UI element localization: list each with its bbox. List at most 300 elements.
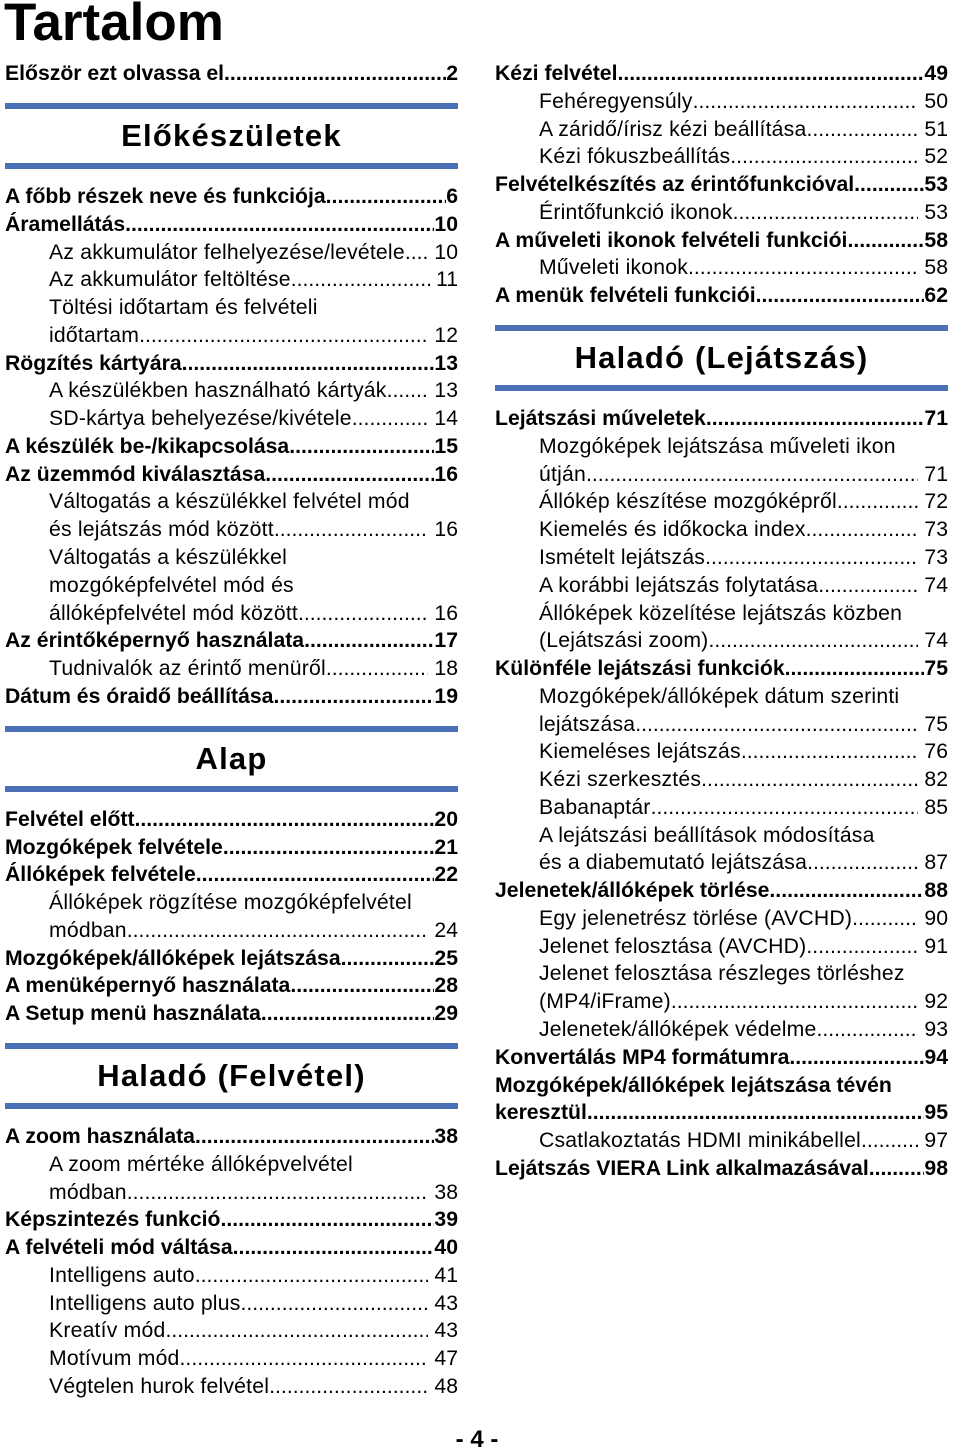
- toc-page-number[interactable]: 12: [434, 323, 458, 347]
- toc-page-number[interactable]: 16: [434, 601, 458, 625]
- toc-entry-line[interactable]: [495, 461, 948, 489]
- toc-entry-line[interactable]: [495, 988, 948, 1016]
- toc-entry-line[interactable]: [5, 350, 458, 378]
- toc-chapter-entry[interactable]: [5, 433, 458, 461]
- toc-leader-dots[interactable]: [291, 266, 430, 294]
- toc-subentry[interactable]: [5, 1345, 458, 1373]
- toc-entry-text[interactable]: állóképfelvétel mód között: [49, 601, 298, 625]
- toc-subentry[interactable]: [495, 822, 948, 878]
- toc-entry-text[interactable]: útján: [539, 462, 586, 486]
- toc-leader-dots[interactable]: [730, 143, 918, 171]
- toc-leader-dots[interactable]: [701, 766, 918, 794]
- toc-entry-line[interactable]: [495, 199, 948, 227]
- toc-entry-text[interactable]: A menüképernyő használata: [5, 974, 291, 998]
- toc-entry-line[interactable]: [5, 266, 458, 294]
- toc-page-number[interactable]: 92: [924, 990, 948, 1014]
- toc-entry-text[interactable]: Csatlakoztatás HDMI minikábellel: [539, 1129, 861, 1153]
- toc-leader-dots[interactable]: [233, 1234, 435, 1262]
- toc-entry-text[interactable]: A Setup menü használata: [5, 1002, 261, 1026]
- toc-subentry[interactable]: [5, 377, 458, 405]
- toc-page-number[interactable]: 10: [434, 212, 458, 236]
- toc-entry-line[interactable]: [5, 1123, 458, 1151]
- toc-entry-text[interactable]: időtartam: [49, 323, 140, 347]
- toc-leader-dots[interactable]: [854, 171, 924, 199]
- toc-page-number[interactable]: 43: [434, 1291, 458, 1315]
- toc-page-number[interactable]: 97: [924, 1129, 948, 1153]
- toc-subentry[interactable]: [495, 766, 948, 794]
- toc-entry-line[interactable]: [495, 433, 948, 461]
- toc-page-number[interactable]: 87: [924, 851, 948, 875]
- toc-entry-line[interactable]: [495, 88, 948, 116]
- toc-page-number[interactable]: 53: [924, 200, 948, 224]
- toc-entry-text[interactable]: A zoom használata: [5, 1125, 195, 1149]
- toc-entry-line[interactable]: [495, 254, 948, 282]
- toc-entry-line[interactable]: [495, 544, 948, 572]
- toc-entry-text[interactable]: Töltési időtartam és felvételi: [49, 296, 318, 320]
- toc-entry-line[interactable]: [5, 945, 458, 973]
- toc-leader-dots[interactable]: [705, 544, 918, 572]
- toc-subentry[interactable]: [495, 488, 948, 516]
- toc-leader-dots[interactable]: [869, 1155, 925, 1183]
- toc-entry-text[interactable]: Érintőfunkció ikonok: [539, 200, 733, 224]
- toc-entry-text[interactable]: Jelenetek/állóképek védelme: [539, 1018, 817, 1042]
- toc-entry-line[interactable]: [495, 683, 948, 711]
- toc-subentry[interactable]: [495, 600, 948, 656]
- toc-entry-text[interactable]: mozgóképfelvétel mód és: [49, 573, 294, 597]
- toc-entry-text[interactable]: Kiemelés és időkocka index: [539, 518, 806, 542]
- toc-page-number[interactable]: 90: [924, 906, 948, 930]
- toc-leader-dots[interactable]: [587, 1099, 925, 1127]
- toc-subentry[interactable]: [495, 116, 948, 144]
- toc-leader-dots[interactable]: [769, 877, 924, 905]
- toc-leader-dots[interactable]: [289, 433, 434, 461]
- toc-entry-text[interactable]: Tudnivalók az érintő menüről: [49, 657, 326, 681]
- toc-entry-text[interactable]: Az üzemmód kiválasztása: [5, 462, 266, 486]
- toc-entry-text[interactable]: Babanaptár: [539, 795, 651, 819]
- toc-entry-text[interactable]: Jelenet felosztása (AVCHD): [539, 934, 807, 958]
- toc-entry-text[interactable]: Motívum mód: [49, 1347, 180, 1371]
- toc-entry-text[interactable]: A készülék be-/kikapcsolása: [5, 434, 290, 458]
- toc-page-number[interactable]: 71: [924, 407, 948, 431]
- toc-leader-dots[interactable]: [785, 655, 925, 683]
- toc-entry-text[interactable]: Jelenet felosztása részleges törléshez: [539, 962, 905, 986]
- toc-entry-text[interactable]: A műveleti ikonok felvételi funkciói: [495, 228, 848, 252]
- toc-chapter-entry[interactable]: [495, 877, 948, 905]
- toc-chapter-entry[interactable]: [5, 945, 458, 973]
- toc-leader-dots[interactable]: [326, 183, 447, 211]
- toc-entry-text[interactable]: Az akkumulátor feltöltése: [49, 268, 291, 292]
- toc-subentry[interactable]: [495, 738, 948, 766]
- toc-subentry[interactable]: [5, 488, 458, 544]
- toc-leader-dots[interactable]: [818, 572, 918, 600]
- toc-subentry[interactable]: [495, 254, 948, 282]
- toc-leader-dots[interactable]: [274, 516, 429, 544]
- toc-page-number[interactable]: 13: [434, 351, 458, 375]
- toc-subentry[interactable]: [5, 266, 458, 294]
- toc-entry-text[interactable]: Mozgóképek lejátszása műveleti ikon: [539, 434, 896, 458]
- toc-entry-line[interactable]: [495, 116, 948, 144]
- toc-entry-line[interactable]: [5, 917, 458, 945]
- toc-entry-line[interactable]: [5, 572, 458, 600]
- toc-leader-dots[interactable]: [847, 227, 924, 255]
- toc-leader-dots[interactable]: [127, 1179, 429, 1207]
- toc-chapter-entry[interactable]: [5, 350, 458, 378]
- toc-entry-text[interactable]: Végtelen hurok felvétel: [49, 1374, 270, 1398]
- toc-entry-line[interactable]: [5, 655, 458, 683]
- toc-entry-text[interactable]: Jelenetek/állóképek törlése: [495, 879, 770, 903]
- toc-leader-dots[interactable]: [816, 1016, 918, 1044]
- toc-entry-text[interactable]: A készülékben használható kártyák: [49, 379, 387, 403]
- toc-entry-text[interactable]: Mozgóképek felvétele: [5, 835, 223, 859]
- toc-entry-text[interactable]: Először ezt olvassa el: [5, 62, 225, 86]
- toc-entry-line[interactable]: [495, 794, 948, 822]
- toc-entry-text[interactable]: Kézi fókuszbeállítás: [539, 145, 731, 169]
- toc-page-number[interactable]: 74: [924, 573, 948, 597]
- toc-chapter-entry[interactable]: [495, 171, 948, 199]
- toc-entry-line[interactable]: [5, 461, 458, 489]
- toc-chapter-entry[interactable]: [495, 227, 948, 255]
- toc-page-number[interactable]: 52: [924, 145, 948, 169]
- toc-page-number[interactable]: 82: [924, 768, 948, 792]
- toc-leader-dots[interactable]: [261, 1000, 435, 1028]
- toc-leader-dots[interactable]: [240, 1290, 428, 1318]
- toc-leader-dots[interactable]: [806, 933, 918, 961]
- toc-subentry[interactable]: [5, 405, 458, 433]
- toc-page-number[interactable]: 85: [924, 795, 948, 819]
- toc-subentry[interactable]: [5, 239, 458, 267]
- toc-leader-dots[interactable]: [387, 377, 429, 405]
- toc-entry-text[interactable]: Lejátszás VIERA Link alkalmazásával: [495, 1156, 869, 1180]
- toc-chapter-entry[interactable]: [5, 461, 458, 489]
- toc-subentry[interactable]: [495, 794, 948, 822]
- toc-entry-text[interactable]: Mozgóképek/állóképek dátum szerinti: [539, 684, 900, 708]
- toc-leader-dots[interactable]: [806, 516, 919, 544]
- toc-chapter-entry[interactable]: [5, 1000, 458, 1028]
- toc-page-number[interactable]: 49: [924, 62, 948, 86]
- toc-entry-line[interactable]: [495, 282, 948, 310]
- toc-entry-text[interactable]: Fehéregyensúly: [539, 89, 693, 113]
- toc-entry-text[interactable]: Váltogatás a készülékkel: [49, 546, 287, 569]
- toc-subentry[interactable]: [5, 889, 458, 945]
- toc-leader-dots[interactable]: [741, 738, 919, 766]
- toc-entry-text[interactable]: és lejátszás mód között: [49, 518, 274, 542]
- toc-page-number[interactable]: 16: [434, 518, 458, 542]
- toc-page-number[interactable]: 76: [924, 740, 948, 764]
- toc-entry-text[interactable]: Áramellátás: [5, 212, 126, 236]
- toc-leader-dots[interactable]: [617, 60, 924, 88]
- toc-subentry[interactable]: [5, 294, 458, 350]
- toc-page-number[interactable]: 18: [434, 657, 458, 681]
- toc-page-number[interactable]: 28: [434, 974, 458, 998]
- toc-entry-text[interactable]: Különféle lejátszási funkciók: [495, 657, 785, 681]
- toc-entry-line[interactable]: [5, 294, 458, 322]
- toc-page-number[interactable]: 16: [434, 462, 458, 486]
- toc-entry-line[interactable]: [495, 1016, 948, 1044]
- toc-chapter-entry[interactable]: [495, 60, 948, 88]
- toc-entry-line[interactable]: [5, 834, 458, 862]
- toc-chapter-entry[interactable]: [5, 627, 458, 655]
- toc-entry-text[interactable]: SD-kártya behelyezése/kivétele: [49, 407, 352, 431]
- toc-page-number[interactable]: 48: [434, 1374, 458, 1398]
- toc-entry-line[interactable]: [5, 1345, 458, 1373]
- toc-entry-text[interactable]: Kézi szerkesztés: [539, 768, 702, 792]
- toc-entry-line[interactable]: [495, 1072, 948, 1100]
- toc-leader-dots[interactable]: [182, 350, 435, 378]
- toc-entry-line[interactable]: [495, 627, 948, 655]
- toc-page-number[interactable]: 88: [924, 879, 948, 903]
- toc-chapter-entry[interactable]: [5, 1123, 458, 1151]
- toc-page-number[interactable]: 95: [924, 1101, 948, 1125]
- toc-entry-line[interactable]: [5, 433, 458, 461]
- toc-page-number[interactable]: 39: [434, 1208, 458, 1232]
- toc-entry-text[interactable]: A felvételi mód váltása: [5, 1236, 233, 1260]
- toc-entry-text[interactable]: A zoom mértéke állóképvelvétel: [49, 1152, 353, 1176]
- toc-page-number[interactable]: 50: [924, 89, 948, 113]
- toc-subentry[interactable]: [5, 1262, 458, 1290]
- toc-subentry[interactable]: [495, 433, 948, 489]
- toc-page-number[interactable]: 40: [434, 1236, 458, 1260]
- toc-chapter-entry[interactable]: [5, 861, 458, 889]
- toc-leader-dots[interactable]: [807, 849, 918, 877]
- toc-page-number[interactable]: 43: [434, 1319, 458, 1343]
- toc-leader-dots[interactable]: [125, 211, 434, 239]
- toc-leader-dots[interactable]: [195, 1262, 429, 1290]
- toc-chapter-entry[interactable]: [5, 1234, 458, 1262]
- toc-leader-dots[interactable]: [693, 88, 919, 116]
- toc-entry-line[interactable]: [5, 183, 458, 211]
- toc-leader-dots[interactable]: [861, 1127, 918, 1155]
- toc-page-number[interactable]: 98: [924, 1156, 948, 1180]
- toc-leader-dots[interactable]: [586, 461, 918, 489]
- toc-entry-line[interactable]: [5, 1206, 458, 1234]
- toc-entry-text[interactable]: A záridő/írisz kézi beállítása: [539, 117, 807, 141]
- toc-entry-text[interactable]: Dátum és óraidő beállítása: [5, 684, 274, 708]
- toc-chapter-entry[interactable]: [5, 972, 458, 1000]
- toc-entry-line[interactable]: [5, 1317, 458, 1345]
- toc-entry-line[interactable]: [5, 1234, 458, 1262]
- toc-entry-line[interactable]: [5, 683, 458, 711]
- toc-entry-text[interactable]: Felvétel előtt: [5, 807, 135, 831]
- toc-entry-line[interactable]: [5, 600, 458, 628]
- toc-leader-dots[interactable]: [341, 945, 435, 973]
- toc-entry-text[interactable]: Állóképek rögzítése mozgóképfelvétel: [49, 891, 412, 915]
- toc-subentry[interactable]: [5, 1373, 458, 1401]
- toc-leader-dots[interactable]: [837, 488, 919, 516]
- toc-entry-line[interactable]: [495, 711, 948, 739]
- toc-page-number[interactable]: 13: [434, 379, 458, 403]
- toc-leader-dots[interactable]: [326, 655, 429, 683]
- toc-page-number[interactable]: 29: [434, 1002, 458, 1026]
- toc-entry-line[interactable]: [5, 1000, 458, 1028]
- toc-leader-dots[interactable]: [220, 1206, 434, 1234]
- toc-subentry[interactable]: [495, 905, 948, 933]
- toc-leader-dots[interactable]: [223, 834, 435, 862]
- toc-entry-line[interactable]: [495, 171, 948, 199]
- toc-entry-text[interactable]: Mozgóképek/állóképek lejátszása: [5, 946, 341, 970]
- toc-entry-text[interactable]: A menük felvételi funkciói: [495, 284, 756, 308]
- toc-entry-line[interactable]: [5, 1290, 458, 1318]
- toc-chapter-entry[interactable]: [495, 282, 948, 310]
- toc-entry-text[interactable]: Konvertálás MP4 formátumra: [495, 1045, 790, 1069]
- toc-page-number[interactable]: 73: [924, 546, 948, 569]
- toc-subentry[interactable]: [495, 516, 948, 544]
- toc-entry-text[interactable]: A lejátszási beállítások módosítása: [539, 823, 875, 847]
- toc-entry-line[interactable]: [495, 600, 948, 628]
- toc-entry-line[interactable]: [495, 738, 948, 766]
- toc-entry-line[interactable]: [5, 544, 458, 572]
- toc-chapter-entry[interactable]: [5, 806, 458, 834]
- toc-entry-line[interactable]: [495, 143, 948, 171]
- toc-entry-line[interactable]: [495, 572, 948, 600]
- toc-subentry[interactable]: [5, 1317, 458, 1345]
- toc-leader-dots[interactable]: [127, 917, 429, 945]
- toc-entry-line[interactable]: [495, 766, 948, 794]
- toc-page-number[interactable]: 51: [924, 117, 948, 141]
- toc-leader-dots[interactable]: [290, 972, 434, 1000]
- toc-subentry[interactable]: [495, 199, 948, 227]
- toc-entry-text[interactable]: Intelligens auto plus: [49, 1291, 241, 1315]
- toc-leader-dots[interactable]: [298, 600, 428, 628]
- toc-entry-line[interactable]: [5, 322, 458, 350]
- toc-page-number[interactable]: 47: [434, 1347, 458, 1371]
- toc-entry-line[interactable]: [5, 1262, 458, 1290]
- toc-entry-line[interactable]: [495, 60, 948, 88]
- toc-page-number[interactable]: 58: [924, 256, 948, 280]
- toc-subentry[interactable]: [495, 544, 948, 572]
- toc-page-number[interactable]: 75: [924, 712, 948, 736]
- toc-page-number[interactable]: 2: [446, 62, 458, 86]
- toc-leader-dots[interactable]: [265, 461, 434, 489]
- toc-leader-dots[interactable]: [405, 239, 429, 267]
- toc-chapter-entry[interactable]: [5, 683, 458, 711]
- toc-page-number[interactable]: 25: [434, 946, 458, 970]
- toc-chapter-entry[interactable]: [5, 834, 458, 862]
- toc-page-number[interactable]: 74: [924, 629, 948, 653]
- toc-page-number[interactable]: 91: [924, 934, 948, 958]
- toc-entry-line[interactable]: [495, 905, 948, 933]
- toc-page-number[interactable]: 41: [434, 1263, 458, 1287]
- toc-leader-dots[interactable]: [224, 60, 446, 88]
- toc-leader-dots[interactable]: [135, 806, 435, 834]
- toc-leader-dots[interactable]: [789, 1044, 924, 1072]
- toc-subentry[interactable]: [495, 88, 948, 116]
- toc-subentry[interactable]: [495, 572, 948, 600]
- toc-leader-dots[interactable]: [688, 254, 918, 282]
- toc-entry-text[interactable]: Rögzítés kártyára: [5, 351, 182, 375]
- toc-entry-line[interactable]: [5, 239, 458, 267]
- toc-entry-text[interactable]: Felvételkészítés az érintőfunkcióval: [495, 173, 855, 197]
- toc-subentry[interactable]: [495, 960, 948, 1016]
- toc-subentry[interactable]: [495, 683, 948, 739]
- toc-leader-dots[interactable]: [139, 322, 428, 350]
- toc-entry-text[interactable]: (Lejátszási zoom): [539, 629, 709, 653]
- toc-page-number[interactable]: 73: [924, 518, 948, 542]
- toc-entry-text[interactable]: Az érintőképernyő használata: [5, 629, 305, 653]
- toc-entry-text[interactable]: Kézi felvétel: [495, 62, 618, 86]
- toc-leader-dots[interactable]: [651, 794, 919, 822]
- toc-chapter-entry[interactable]: [5, 183, 458, 211]
- toc-entry-text[interactable]: módban: [49, 918, 127, 942]
- toc-page-number[interactable]: 38: [434, 1180, 458, 1204]
- toc-page-number[interactable]: 72: [924, 490, 948, 514]
- toc-entry-text[interactable]: Egy jelenetrész törlése (AVCHD): [539, 906, 853, 930]
- toc-entry-line[interactable]: [5, 861, 458, 889]
- toc-page-number[interactable]: 58: [924, 228, 948, 252]
- toc-entry-line[interactable]: [5, 889, 458, 917]
- toc-entry-text[interactable]: Állókép készítése mozgóképről: [539, 490, 837, 514]
- toc-entry-text[interactable]: Állóképek közelítése lejátszás közben: [539, 601, 903, 625]
- toc-page-number[interactable]: 21: [434, 835, 458, 859]
- toc-leader-dots[interactable]: [196, 861, 435, 889]
- toc-subentry[interactable]: [5, 655, 458, 683]
- toc-chapter-entry[interactable]: [495, 655, 948, 683]
- toc-page-number[interactable]: 11: [436, 268, 458, 292]
- toc-entry-line[interactable]: [495, 1044, 948, 1072]
- toc-entry-text[interactable]: Műveleti ikonok: [539, 256, 689, 280]
- toc-entry-text[interactable]: A korábbi lejátszás folytatása: [539, 573, 819, 597]
- toc-leader-dots[interactable]: [635, 711, 918, 739]
- toc-page-number[interactable]: 20: [434, 807, 458, 831]
- toc-leader-dots[interactable]: [352, 405, 429, 433]
- toc-leader-dots[interactable]: [273, 683, 434, 711]
- toc-entry-line[interactable]: [5, 972, 458, 1000]
- toc-entry-text[interactable]: módban: [49, 1180, 127, 1204]
- toc-entry-line[interactable]: [495, 655, 948, 683]
- toc-entry-line[interactable]: [5, 60, 458, 88]
- toc-entry-line[interactable]: [5, 405, 458, 433]
- toc-page-number[interactable]: 93: [924, 1018, 948, 1042]
- toc-entry-text[interactable]: A főbb részek neve és funkciója: [5, 185, 326, 209]
- toc-entry-text[interactable]: Képszintezés funkció: [5, 1208, 221, 1232]
- toc-chapter-entry[interactable]: [495, 1072, 948, 1128]
- toc-page-number[interactable]: 15: [434, 434, 458, 458]
- toc-entry-line[interactable]: [5, 211, 458, 239]
- toc-page-number[interactable]: 62: [924, 284, 948, 308]
- toc-leader-dots[interactable]: [269, 1373, 428, 1401]
- toc-entry-line[interactable]: [495, 405, 948, 433]
- toc-page-number[interactable]: 94: [924, 1045, 948, 1069]
- toc-leader-dots[interactable]: [733, 199, 919, 227]
- toc-entry-line[interactable]: [5, 488, 458, 516]
- toc-page-number[interactable]: 14: [434, 407, 458, 431]
- toc-entry-text[interactable]: keresztül: [495, 1101, 587, 1125]
- toc-leader-dots[interactable]: [806, 116, 918, 144]
- toc-entry-text[interactable]: Intelligens auto: [49, 1263, 195, 1287]
- toc-entry-text[interactable]: és a diabemutató lejátszása: [539, 851, 808, 875]
- toc-page-number[interactable]: 6: [446, 185, 458, 209]
- toc-page-number[interactable]: 10: [434, 240, 458, 264]
- toc-entry-line[interactable]: [495, 227, 948, 255]
- toc-page-number[interactable]: 19: [434, 684, 458, 708]
- toc-entry-line[interactable]: [5, 1151, 458, 1179]
- toc-entry-text[interactable]: (MP4/iFrame): [539, 990, 671, 1014]
- toc-entry-line[interactable]: [5, 516, 458, 544]
- toc-leader-dots[interactable]: [671, 988, 919, 1016]
- toc-page-number[interactable]: 53: [924, 173, 948, 197]
- toc-leader-dots[interactable]: [195, 1123, 434, 1151]
- toc-subentry[interactable]: [5, 544, 458, 627]
- toc-entry-text[interactable]: Kreatív mód: [49, 1319, 166, 1343]
- toc-entry-line[interactable]: [495, 1127, 948, 1155]
- toc-entry-text[interactable]: Lejátszási műveletek: [495, 407, 706, 431]
- toc-entry-line[interactable]: [495, 933, 948, 961]
- toc-entry-line[interactable]: [495, 488, 948, 516]
- toc-chapter-entry[interactable]: [5, 211, 458, 239]
- toc-leader-dots[interactable]: [706, 405, 925, 433]
- toc-subentry[interactable]: [495, 143, 948, 171]
- toc-entry-line[interactable]: [495, 877, 948, 905]
- toc-subentry[interactable]: [495, 933, 948, 961]
